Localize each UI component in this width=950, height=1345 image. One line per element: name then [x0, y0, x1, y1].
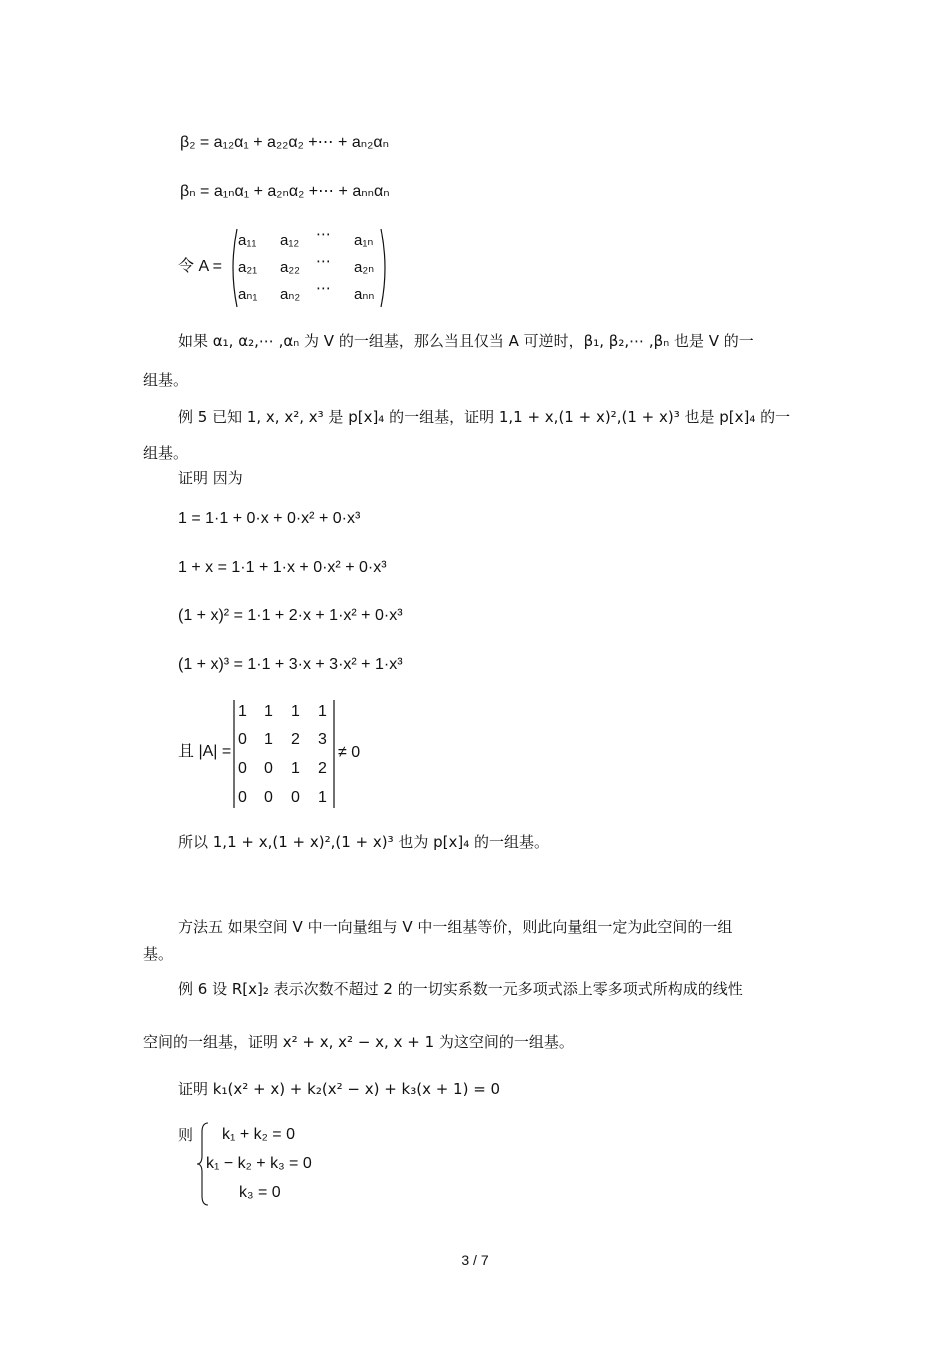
example5-expansion: (1 + x)³ = 1·1 + 3·x + 3·x² + 1·x³ [178, 656, 403, 673]
det-cell: 0 [238, 760, 247, 777]
det-cell: 1 [291, 760, 300, 777]
matrix-cell: aₙ₁ [238, 286, 258, 303]
det-cell: 3 [318, 731, 327, 748]
matrix-cell: a₂ₙ [354, 259, 375, 276]
determinant-label: 且 |A| = [178, 743, 232, 760]
example5-expansion: 1 = 1·1 + 0·x + 0·x² + 0·x³ [178, 510, 361, 527]
system-equation: k₁ − k₂ + k₃ = 0 [206, 1155, 312, 1172]
matrix-cell: ⋯ [316, 280, 331, 297]
det-cell: 1 [264, 731, 273, 748]
example5-expansion: (1 + x)² = 1·1 + 2·x + 1·x² + 0·x³ [178, 607, 403, 624]
page-number: 3 / 7 [461, 1252, 489, 1268]
matrix-cell: aₙₙ [354, 286, 375, 303]
det-cell: 2 [318, 760, 327, 777]
example5-proof-label: 证明 因为 [178, 469, 243, 487]
matrix-right-paren [381, 229, 385, 307]
det-cell: 2 [291, 731, 300, 748]
det-cell: 1 [318, 789, 327, 806]
matrix-cell: a₁₁ [238, 232, 257, 249]
example6-then-label: 则 [178, 1126, 194, 1144]
matrix-a [228, 226, 398, 310]
matrix-cell: a₁₂ [280, 232, 300, 249]
matrix-cell: a₁ₙ [354, 232, 374, 249]
det-cell: 0 [264, 760, 273, 777]
equation-beta-2: β₂ = a₁₂α₁ + a₂₂α₂ +⋯ + aₙ₂αₙ [180, 134, 389, 151]
example6-statement-line2: 空间的一组基，证明 x² + x, x² − x, x + 1 为这空间的一组基。 [143, 1033, 574, 1051]
example5-conclusion: 所以 1,1 + x,(1 + x)²,(1 + x)³ 也为 p[x]₄ 的一组基。 [178, 833, 550, 851]
example5-expansion: 1 + x = 1·1 + 1·x + 0·x² + 0·x³ [178, 559, 387, 576]
matrix-cell: ⋯ [316, 226, 331, 243]
det-cell: 1 [291, 703, 300, 720]
matrix-a-label: 令 A = [178, 258, 223, 275]
matrix-cell: ⋯ [316, 253, 331, 270]
system-equation: k₁ + k₂ = 0 [222, 1126, 295, 1143]
equation-beta-n: βₙ = a₁ₙα₁ + a₂ₙα₂ +⋯ + aₙₙαₙ [180, 183, 390, 200]
invertibility-paragraph-line1: 如果 α₁, α₂,⋯ ,αₙ 为 V 的一组基，那么当且仅当 A 可逆时，β₁, β₂,⋯ ,βₙ 也是 V 的一 [178, 332, 754, 350]
system-equation: k₃ = 0 [239, 1184, 281, 1201]
det-cell: 1 [238, 703, 247, 720]
matrix-left-paren [233, 229, 237, 307]
matrix-cell: a₂₁ [238, 259, 258, 276]
det-cell: 0 [291, 789, 300, 806]
example6-statement-line1: 例 6 设 R[x]₂ 表示次数不超过 2 的一切实系数一元多项式添上零多项式所构成的线性 [178, 980, 743, 998]
det-cell: 0 [264, 789, 273, 806]
example6-proof-equation: 证明 k₁(x² + x) + k₂(x² − x) + k₃(x + 1) = 0 [178, 1080, 501, 1098]
determinant-a [230, 696, 340, 812]
determinant-nonzero: ≠ 0 [338, 744, 361, 761]
det-cell: 1 [264, 703, 273, 720]
matrix-cell: aₙ₂ [280, 286, 301, 303]
det-cell: 0 [238, 731, 247, 748]
method5-line2: 基。 [143, 945, 174, 963]
matrix-cell: a₂₂ [280, 259, 300, 276]
det-cell: 0 [238, 789, 247, 806]
example5-statement-line2: 组基。 [143, 444, 189, 462]
method5-line1: 方法五 如果空间 V 中一向量组与 V 中一组基等价，则此向量组一定为此空间的一组 [178, 918, 733, 936]
invertibility-paragraph-line2: 组基。 [143, 371, 189, 389]
det-cell: 1 [318, 703, 327, 720]
example5-statement-line1: 例 5 已知 1, x, x², x³ 是 p[x]₄ 的一组基，证明 1,1 + x,(1 + x)²,(1 + x)³ 也是 p[x]₄ 的一 [178, 408, 791, 426]
